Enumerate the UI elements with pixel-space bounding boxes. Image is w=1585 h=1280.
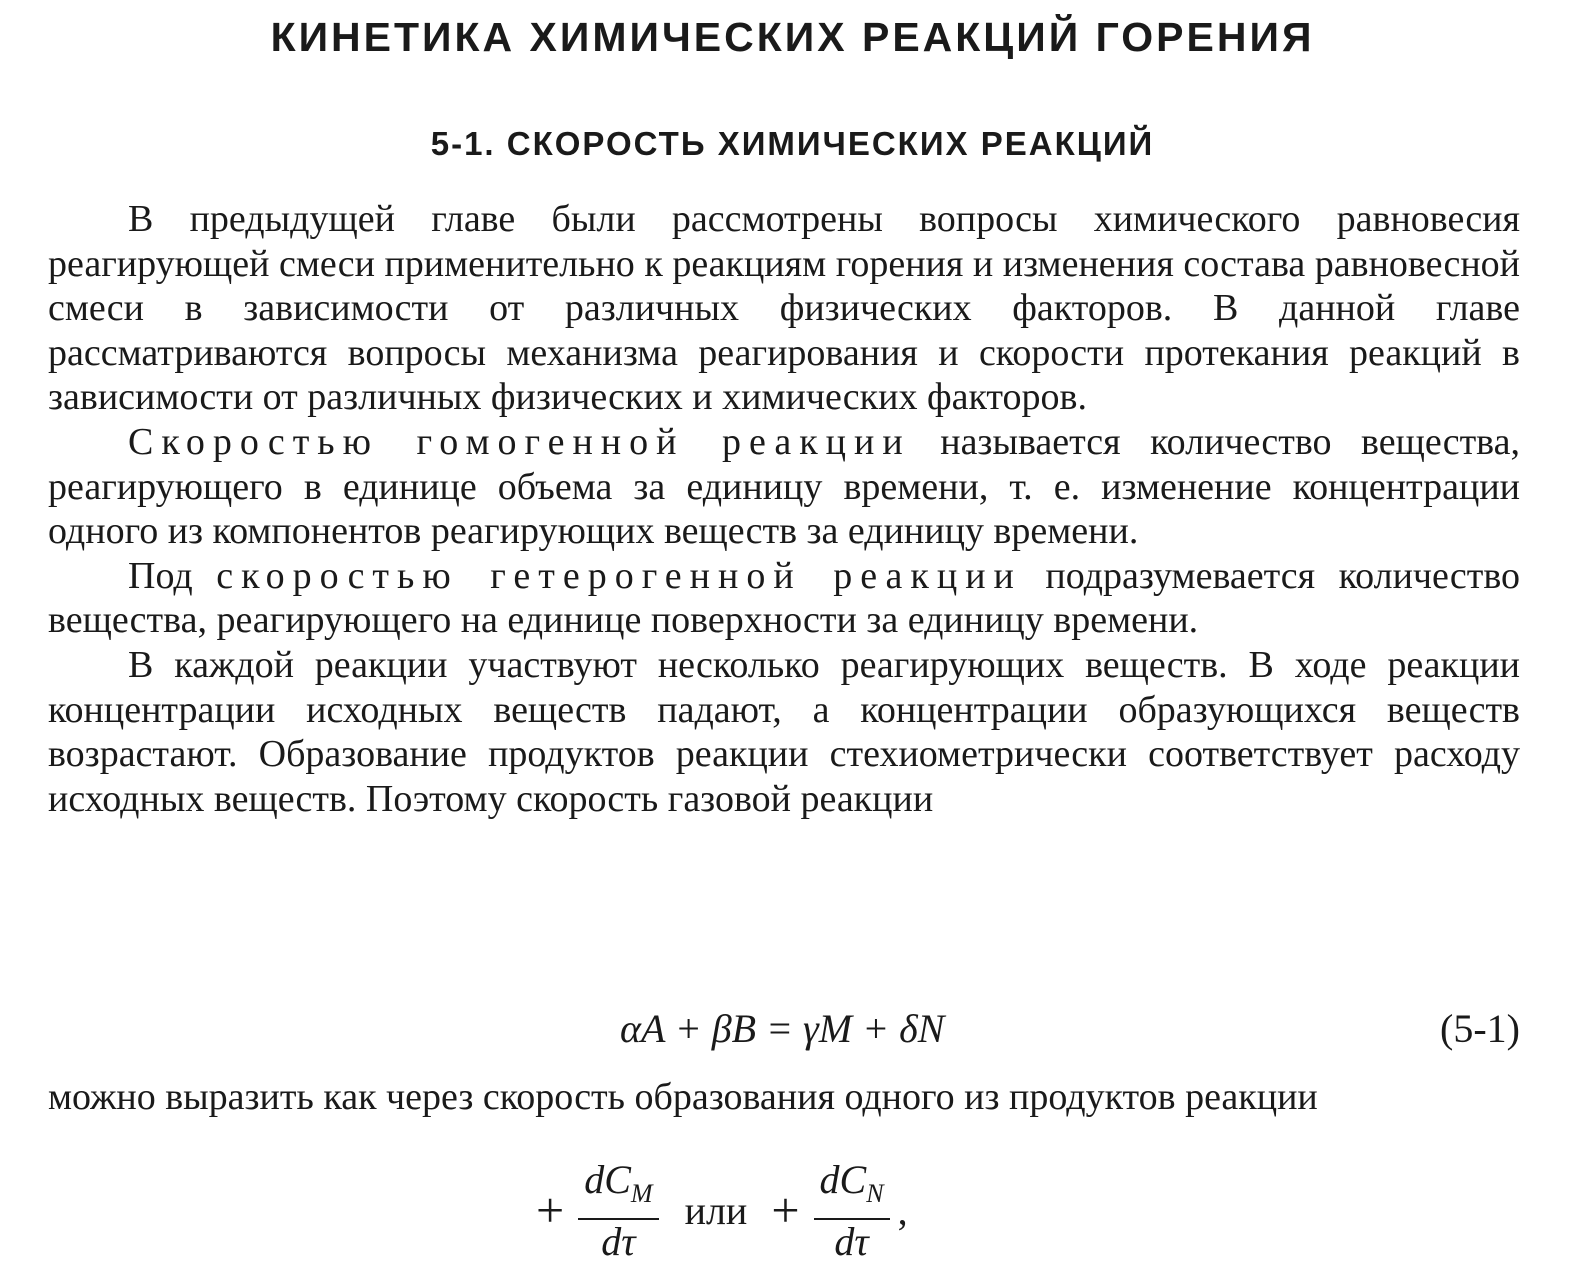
fraction-dcm-dtau (578, 1158, 658, 1262)
paragraph-2 (48, 420, 1520, 554)
body-text (48, 197, 1520, 821)
fraction-2-numerator (814, 1158, 890, 1220)
rate-formula (530, 1157, 908, 1264)
fraction-dcn-dtau (814, 1158, 890, 1262)
reaction-equation: αA + βB = γM + δN (620, 1006, 945, 1051)
fraction-2-denominator: dτ (834, 1219, 869, 1264)
plus-sign-1: + (536, 1182, 565, 1238)
equation-number: (5-1) (1440, 1006, 1520, 1051)
section-title: 5-1. СКОРОСТЬ ХИМИЧЕСКИХ РЕАКЦИЙ (430, 125, 1155, 162)
term-heterogeneous-rate: скоростью гетерогенной реакции (216, 554, 1022, 597)
paragraph-5: можно выразить как через скорость образования одного из продуктов реакции (48, 1076, 1318, 1118)
fraction-1-subscript: M (630, 1179, 653, 1208)
chapter-title: КИНЕТИКА ХИМИЧЕСКИХ РЕАКЦИЙ ГОРЕНИЯ (270, 14, 1315, 60)
paragraph-3-lead: Под (128, 554, 217, 597)
fraction-1-denominator: dτ (601, 1219, 636, 1264)
fraction-1-numerator (578, 1158, 658, 1220)
paragraph-3 (48, 554, 1520, 643)
paragraph-4: В каждой реакции участвуют несколько реагирующих веществ. В ходе реакции концентрации исходных веществ падают, а концентрации образующихся веществ возрастают. Образование продуктов реакции стехиометрически соответствует расходу исходных веществ. Поэтому скорость газовой реакции (48, 643, 1520, 820)
after-equation-text (48, 1075, 1520, 1120)
fraction-2-num-text: dC (819, 1157, 867, 1202)
connector-word: или (684, 1187, 748, 1233)
equation-row (48, 1005, 1520, 1053)
term-homogeneous-rate: Скоростью гомогенной реакции (128, 420, 911, 463)
trailing-comma: , (897, 1187, 908, 1233)
paragraph-3-rest: подразумевается количество вещества, реагирующего на единице поверхности за единицу времени. (48, 554, 1520, 642)
fraction-1-num-text: dC (584, 1157, 631, 1202)
plus-sign-2: + (771, 1182, 800, 1238)
paragraph-2-rest: называется количество вещества, реагирующего в единице объема за единицу времени, т. е. изменение концентрации одного из компонентов реагирующих веществ за единицу времени. (48, 420, 1520, 553)
paragraph-1: В предыдущей главе были рассмотрены вопросы химического равновесия реагирующей смеси применительно к реакциям горения и изменения состава равновесной смеси в зависимости от различных физических факторов. В данной главе рассматриваются вопросы механизма реагирования и скорости протекания реакций в зависимости от различных физических и химических факторов. (48, 198, 1520, 419)
fraction-2-subscript: N (866, 1179, 884, 1208)
